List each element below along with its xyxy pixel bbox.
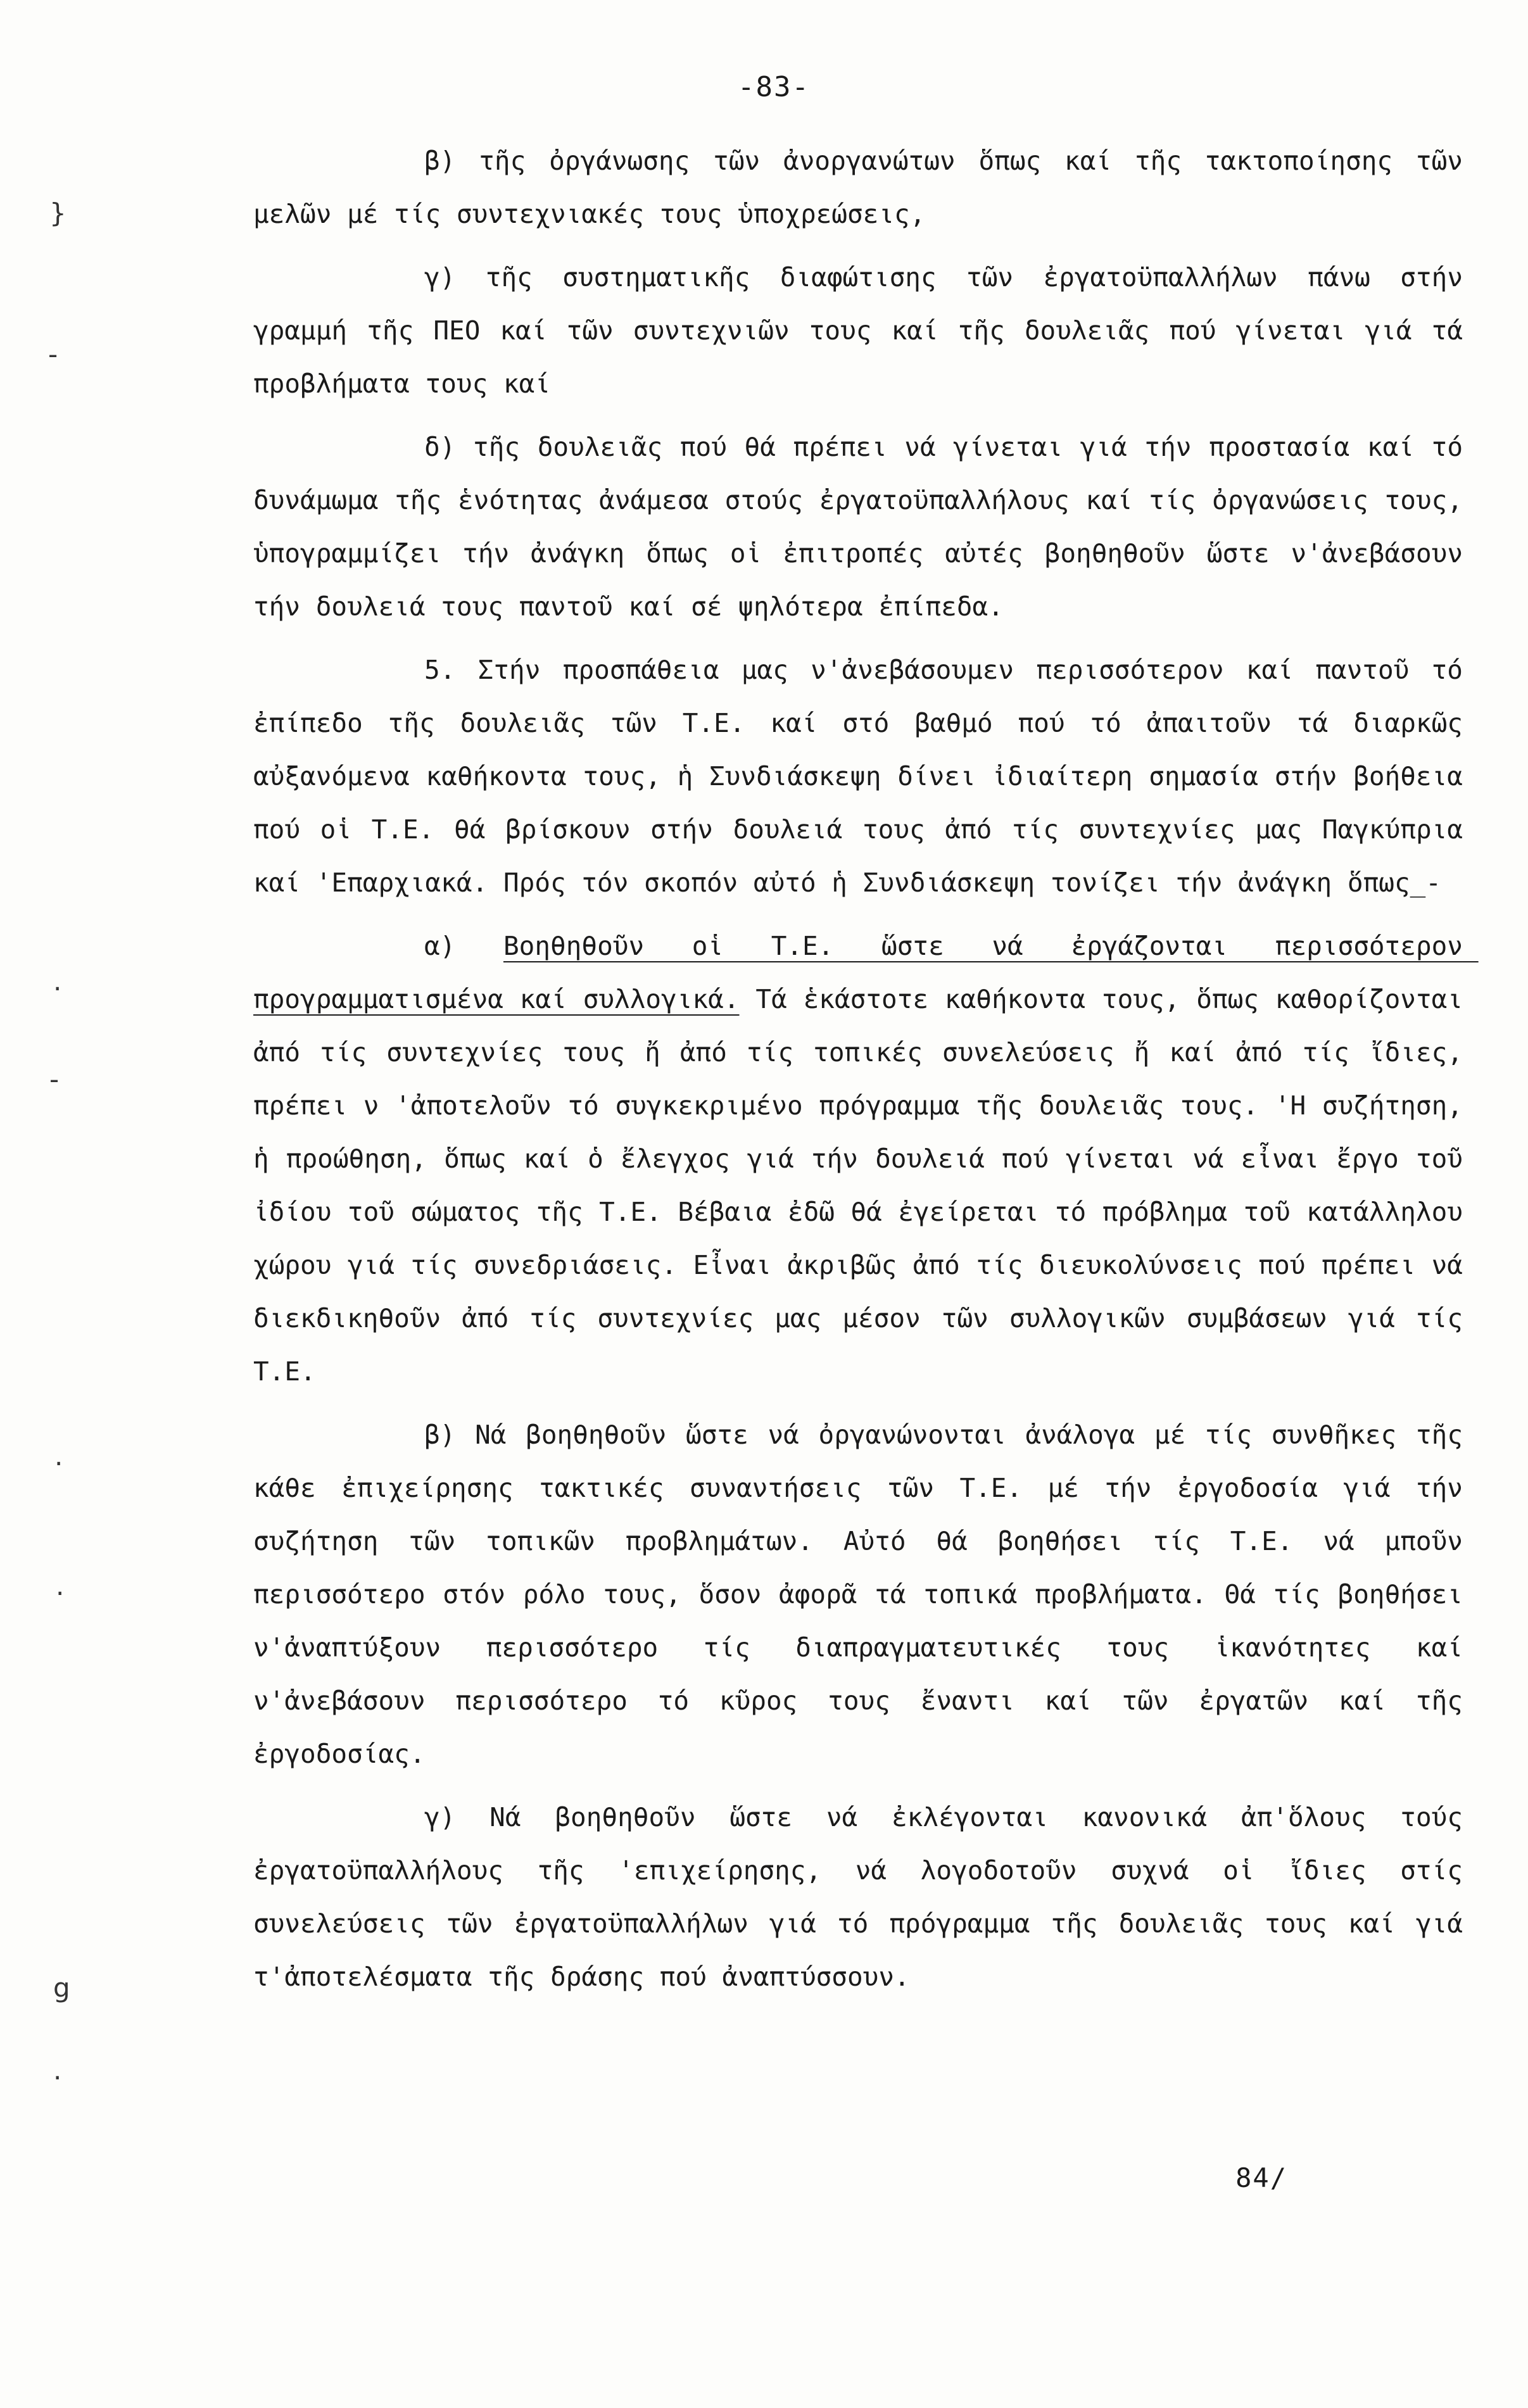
margin-mark: g bbox=[53, 1972, 70, 2003]
document-body bbox=[253, 134, 1479, 2014]
margin-mark: . bbox=[54, 1440, 63, 1472]
paragraph-5: 5. Στήν προσπάθεια μας ν'ἀνεβάσουμεν περισσότερον καί παντοῦ τό ἐπίπεδο τῆς δουλειᾶς τῶν Τ.Ε. καί στό βαθμό πού τό ἀπαιτοῦν τά διαρκῶς αὐξανόμενα καθήκοντα τους, ἡ Συνδιάσκεψη δίνει ἰδιαίτερη σημασία στήν βοήθεια πού οἱ Τ.Ε. θά βρίσκουν στήν δουλειά τους ἀπό τίς συντεχνίες μας Παγκύπρια καί 'Επαρχιακά. Πρός τόν σκοπόν αὐτό ἡ Συνδιάσκεψη τονίζει τήν ἀνάγκη ὅπως_- bbox=[253, 655, 1479, 898]
margin-mark: } bbox=[49, 198, 66, 229]
paragraph-gamma: γ) τῆς συστηματικῆς διαφώτισης τῶν ἐργατοϋπαλλήλων πάνω στήν γραμμή τῆς ΠΕΟ καί τῶν συντεχνιῶν τους καί τῆς δουλειᾶς πού γίνεται γιά τά προβλήματα τους καί bbox=[253, 262, 1479, 399]
paragraph-b: β) Νά βοηθηθοῦν ὥστε νά ὀργανώνονται ἀνάλογα μέ τίς συνθῆκες τῆς κάθε ἐπιχείρησης τακτικές συναντήσεις τῶν Τ.Ε. μέ τήν ἐργοδοσία γιά τήν συζήτηση τῶν τοπικῶν προβλημάτων. Αὐτό θά βοηθήσει τίς Τ.Ε. νά μποῦν περισσότερο στόν ρόλο τους, ὅσον ἀφορᾶ τά τοπικά προβλήματα. Θά τίς βοηθήσει ν'ἀναπτύξουν περισσότερο τίς διαπραγματευτικές τους ἱκανότητες καί ν'ἀνεβάσουν περισσότερο τό κῦρος τους ἔναντι καί τῶν ἐργατῶν καί τῆς ἐργοδοσίας. bbox=[253, 1420, 1479, 1769]
paragraph-a-label: α) bbox=[424, 931, 503, 961]
paragraph-beta: β) τῆς ὀργάνωσης τῶν ἀνοργανώτων ὅπως καί τῆς τακτοποίησης τῶν μελῶν μέ τίς συντεχνιακές τους ὑποχρεώσεις, bbox=[253, 146, 1479, 229]
paragraph-a-underlined: Βοηθηθοῦν οἱ Τ.Ε. ὥστε νά ἐργάζονται περισσότερον προγραμματισμένα καί συλλογικά. bbox=[253, 931, 1479, 1014]
margin-mark: . bbox=[53, 2055, 62, 2086]
margin-mark: - bbox=[49, 1064, 60, 1095]
page-number: -83- bbox=[738, 71, 810, 103]
margin-mark: . bbox=[53, 966, 62, 997]
margin-mark: . bbox=[56, 1570, 65, 1601]
paragraph-c: γ) Νά βοηθηθοῦν ὥστε νά ἐκλέγονται κανονικά ἀπ'ὅλους τούς ἐργατοϋπαλλήλους τῆς 'επιχείρησης, νά λογοδοτοῦν συχνά οἱ ἴδιες στίς συνελεύσεις τῶν ἐργατοϋπαλλήλων γιά τό πρόγραμμα τῆς δουλειᾶς τους καί γιά τ'ἀποτελέσματα τῆς δράσης πού ἀναπτύσσουν. bbox=[253, 1802, 1479, 1992]
margin-mark: - bbox=[48, 339, 58, 370]
paragraph-a-text: Τά ἑκάστοτε καθήκοντα τους, ὅπως καθορίζονται ἀπό τίς συντεχνίες τους ἤ ἀπό τίς τοπικές συνελεύσεις ἤ καί ἀπό τίς ἴδιες, πρέπει ν 'ἀποτελοῦν τό συγκεκριμένο πρόγραμμα τῆς δουλειᾶς τους. 'Η συζήτηση, ἡ προώθηση, ὅπως καί ὁ ἔλεγχος γιά τήν δουλειά πού γίνεται νά εἶναι ἔργο τοῦ ἰδίου τοῦ σώματος τῆς Τ.Ε. Βέβαια ἐδῶ θά ἐγείρεται τό πρόβλημα τοῦ κατάλληλου χώρου γιά τίς συνεδριάσεις. Εἶναι ἀκριβῶς ἀπό τίς διευκολύνσεις πού πρέπει νά διεκδικηθοῦν ἀπό τίς συντεχνίες μας μέσον τῶν συλλογικῶν συμβάσεων γιά τίς Τ.Ε. bbox=[253, 984, 1479, 1387]
paragraph-delta: δ) τῆς δουλειᾶς πού θά πρέπει νά γίνεται γιά τήν προστασία καί τό δυνάμωμα τῆς ἑνότητας ἀνάμεσα στούς ἐργατοϋπαλλήλους καί τίς ὀργανώσεις τους, ὑπογραμμίζει τήν ἀνάγκη ὅπως οἱ ἐπιτροπές αὐτές βοηθηθοῦν ὥστε ν'ἀνεβάσουν τήν δουλειά τους παντοῦ καί σέ ψηλότερα ἐπίπεδα. bbox=[253, 432, 1479, 622]
paragraph-a bbox=[253, 919, 1479, 1398]
next-page-reference: 84/ bbox=[1235, 2162, 1287, 2193]
